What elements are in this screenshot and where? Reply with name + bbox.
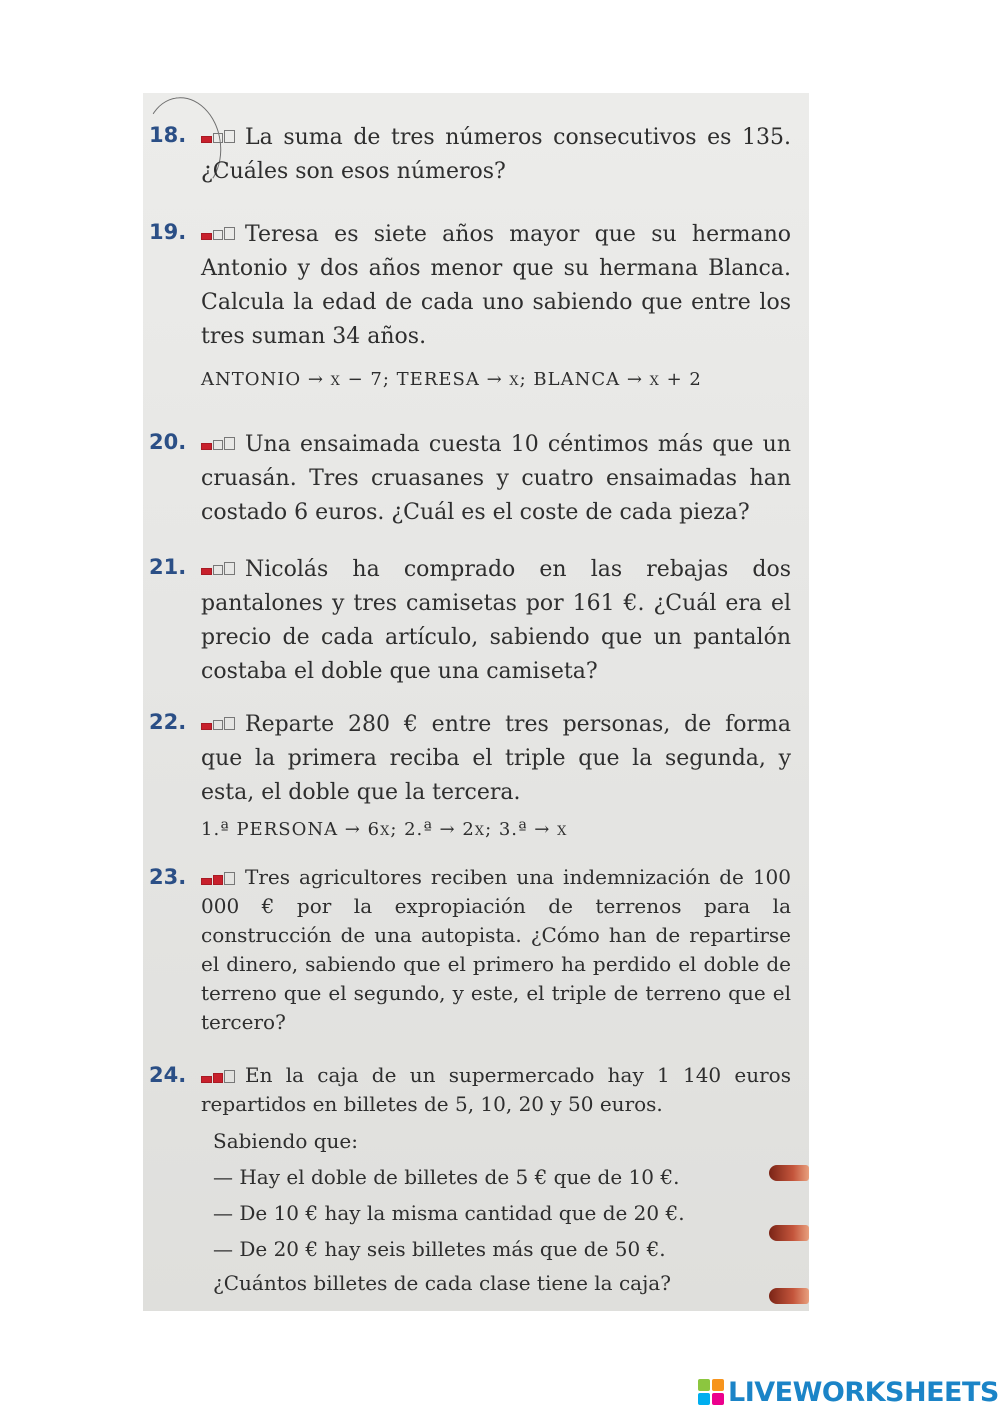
problem-text: Tres agricultores reciben una indemnización de 100 000 € por la expropiación de terrenos para la construcción de una autopista. ¿Cómo han de repartirse el dinero, sabiendo que el primero ha perdido el doble de terreno que el segundo, y este, el triple de terreno que el tercero?: [201, 865, 791, 1034]
logo-square: [712, 1393, 724, 1405]
problem-number: 18.: [149, 123, 187, 147]
condition-item: — De 20 € hay seis billetes más que de 50 €.: [213, 1237, 666, 1261]
problem-text: En la caja de un supermercado hay 1 140 euros repartidos en billetes de 5, 10, 20 y 50 euros.: [201, 1063, 791, 1116]
liveworksheets-logo-icon: [698, 1379, 724, 1405]
spiral-ring: [769, 1165, 809, 1181]
logo-square: [698, 1393, 710, 1405]
problem-question: ¿Cuántos billetes de cada clase tiene la caja?: [213, 1271, 671, 1295]
logo-square: [698, 1379, 710, 1391]
problem-text: Nicolás ha comprado en las rebajas dos pantalones y tres camisetas por 161 €. ¿Cuál era el precio de cada artículo, sabiendo que un pantalón costaba el doble que una camiseta?: [201, 557, 791, 684]
problem-number: 19.: [149, 220, 187, 244]
condition-item: — Hay el doble de billetes de 5 € que de 10 €.: [213, 1165, 680, 1189]
problem-number: 21.: [149, 555, 187, 579]
brand-wordmark: LIVEWORKSHEETS: [728, 1376, 999, 1408]
problem-text: La suma de tres números consecutivos es 135. ¿Cuáles son esos números?: [201, 125, 791, 184]
problem-text: Una ensaimada cuesta 10 céntimos más que un cruasán. Tres cruasanes y cuatro ensaimadas han costado 6 euros. ¿Cuál es el coste de cada pieza?: [201, 432, 791, 525]
condition-item: — De 10 € hay la misma cantidad que de 20 €.: [213, 1201, 685, 1225]
problem-hint: 1.ª PERSONA → 6x; 2.ª → 2x; 3.ª → x: [201, 819, 568, 840]
liveworksheets-brand: [698, 1376, 999, 1408]
problem-hint: ANTONIO → x − 7; TERESA → x; BLANCA → x + 2: [201, 369, 702, 390]
problem-intro: Sabiendo que:: [213, 1129, 358, 1153]
problem-number: 24.: [149, 1063, 187, 1087]
problem-number: 20.: [149, 430, 187, 454]
spiral-ring: [769, 1288, 809, 1304]
textbook-page-photo: [143, 93, 809, 1311]
problem-text: Reparte 280 € entre tres personas, de forma que la primera reciba el triple que la segunda, y esta, el doble que la tercera.: [201, 712, 791, 805]
logo-square: [712, 1379, 724, 1391]
spiral-ring: [769, 1225, 809, 1241]
problem-number: 22.: [149, 710, 187, 734]
problem-number: 23.: [149, 865, 187, 889]
problem-text: Teresa es siete años mayor que su hermano Antonio y dos años menor que su hermana Blanca. Calcula la edad de cada uno sabiendo que entre los tres suman 34 años.: [201, 222, 791, 349]
